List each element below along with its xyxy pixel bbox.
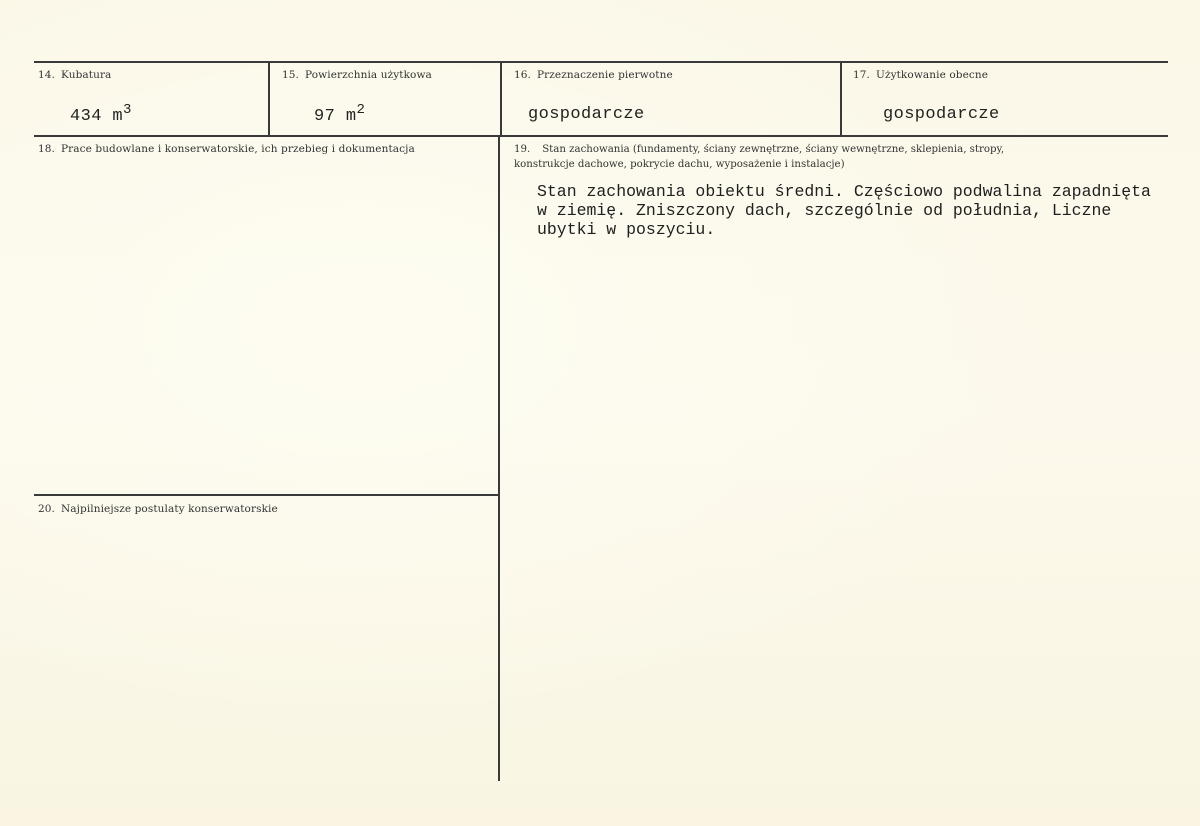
field-14-value: 434 $m^3$ — [70, 102, 132, 126]
top-rule — [34, 61, 1168, 63]
field-15-value: 97 $m^2$ — [314, 102, 366, 126]
field-19-text-line-1: Stan zachowania obiektu średni. Częściowo podwalina zapadnięta — [537, 182, 1151, 201]
field-19-text — [537, 182, 1177, 239]
divider-14-15 — [268, 62, 270, 136]
field-17-value: gospodarcze — [883, 105, 1000, 124]
main-column-divider — [498, 136, 500, 781]
divider-15-16 — [500, 62, 502, 136]
field-16-value: gospodarcze — [528, 105, 645, 124]
divider-16-17 — [840, 62, 842, 136]
field-17-label: 17. Użytkowanie obecne — [853, 69, 989, 81]
field-20-label: 20. Najpilniejsze postulaty konserwatorskie — [38, 503, 278, 515]
row1-bottom-rule — [34, 135, 1168, 137]
section18-bottom-rule — [34, 494, 499, 496]
field-19-label: 19. Stan zachowania (fundamenty, ściany zewnętrzne, ściany wewnętrzne, sklepienia, stropy, konstrukcje dachowe, pokrycie dachu, wyposażenie i instalacje) — [514, 144, 1005, 170]
field-19-text-line-3: ubytki w poszyciu. — [537, 220, 716, 239]
field-15-label: 15. Powierzchnia użytkowa — [282, 69, 432, 81]
field-18-label: 18. Prace budowlane i konserwatorskie, ich przebieg i dokumentacja — [38, 143, 415, 155]
field-14-label: 14. Kubatura — [38, 69, 112, 81]
field-19-text-line-2: w ziemię. Zniszczony dach, szczególnie od południa, Liczne — [537, 201, 1112, 220]
field-16-label: 16. Przeznaczenie pierwotne — [514, 69, 673, 81]
